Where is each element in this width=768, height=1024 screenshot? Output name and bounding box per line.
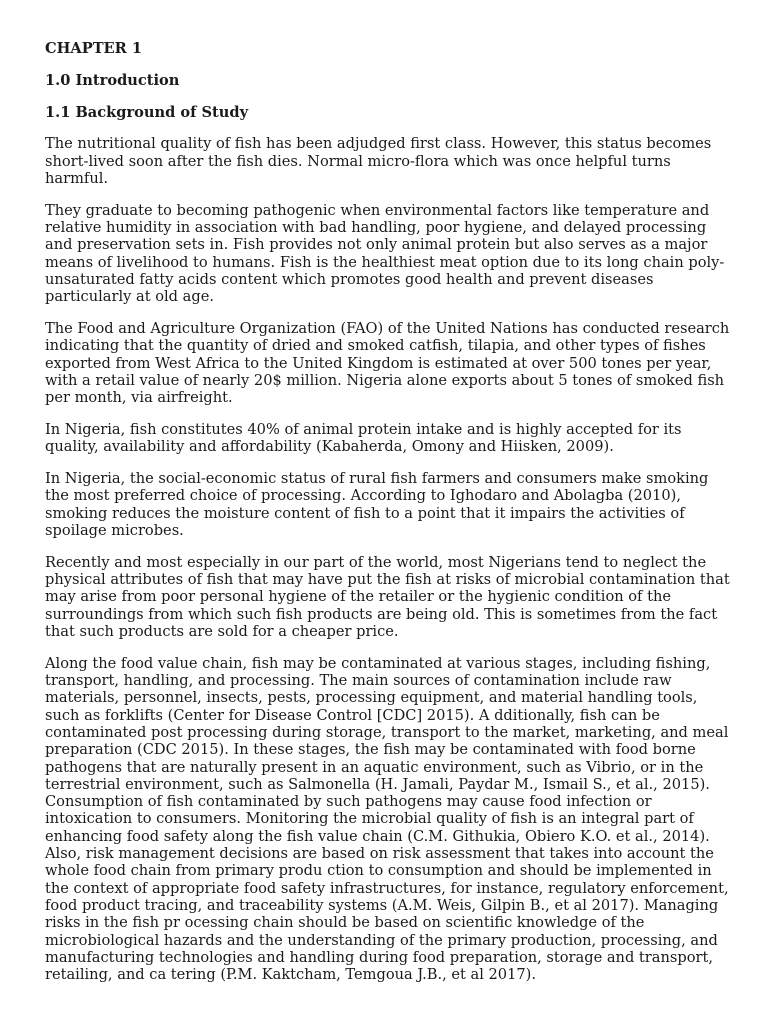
paragraph: Recently and most especially in our part of the world, most Nigerians tend to neglect the physical attributes of fish that may have put the fish at risks of microbial contamination that may arise from poor personal hygiene of the retailer or the hygienic condition of the surroundings from which such fish products are being old. This is sometimes from the fact that such products are sold for a cheaper price.: [45, 553, 730, 641]
paragraph: In Nigeria, the social-economic status of rural fish farmers and consumers make smoking the most preferred choice of processing. According to Ighodaro and Abolagba (2010), smoking reduces the moisture content of fish to a point that it impairs the activities of spoilage microbes.: [45, 470, 709, 540]
chapter-heading: CHAPTER 1: [45, 40, 143, 57]
paragraph: In Nigeria, fish constitutes 40% of animal protein intake and is highly accepted for its quality, availability and affordability (Kabaherda, Omony and Hiisken, 2009).: [45, 421, 682, 456]
paragraph: They graduate to becoming pathogenic when environmental factors like temperature and relative humidity in association with bad handling, poor hygiene, and delayed processing and preservation sets in. Fish provides not only animal protein but also serves as a major means of livelihood to humans. Fish is the healthiest meat option due to its long chain poly-unsaturated fatty acids content which promotes good health and prevent diseases particularly at old age.: [45, 201, 725, 306]
subsection-heading: 1.1 Background of Study: [45, 103, 249, 121]
paragraph: The Food and Agriculture Organization (FAO) of the United Nations has conducted research indicating that the quantity of dried and smoked catfish, tilapia, and other types of fishes exported from West Africa to the United Kingdom is estimated at over 500 tones per year, with a retail value of nearly 20$ million. Nigeria alone exports about 5 tones of smoked fish per month, via airfreight.: [45, 320, 730, 407]
section-heading: 1.0 Introduction: [45, 71, 180, 89]
paragraph: The nutritional quality of fish has been adjudged first class. However, this status becomes short-lived soon after the fish dies. Normal micro-flora which was once helpful turns harmful.: [45, 135, 712, 187]
paragraph: Along the food value chain, fish may be contaminated at various stages, including fishing, transport, handling, and processing. The main sources of contamination include raw materials, personnel, insects, pests, processing equipment, and material handling tools, such as forklifts (Center for Disease Control [CDC] 2015). A dditionally, fish can be contaminated post processing during storage, transport to the market, marketing, and meal preparation (CDC 2015). In these stages, the fish may be contaminated with food borne pathogens that are naturally present in an aquatic environment, such as Vibrio, or in the terrestrial environment, such as Salmonella (H. Jamali, Paydar M., Ismail S., et al., 2015). Consumption of fish contaminated by such pathogens may cause food infection or intoxication to consumers. Monitoring the microbial quality of fish is an integral part of enhancing food safety along the fish value chain (C.M. Githukia, Obiero K.O. et al., 2014). Also, risk management decisions are based on risk assessment that takes into account the whole food chain from primary produ ction to consumption and should be implemented in the context of appropriate food safety infrastructures, for instance, regulatory enforcement, food product tracing, and traceability systems (A.M. Weis, Gilpin B., et al 2017). Managing risks in the fish pr ocessing chain should be based on scientific knowledge of the microbiological hazards and the understanding of the primary production, processing, and manufacturing technologies and handling during food preparation, storage and transport, retailing, and ca tering (P.M. Kaktcham, Temgoua J.B., et al 2017).: [45, 654, 729, 984]
document-page: [45, 40, 730, 998]
